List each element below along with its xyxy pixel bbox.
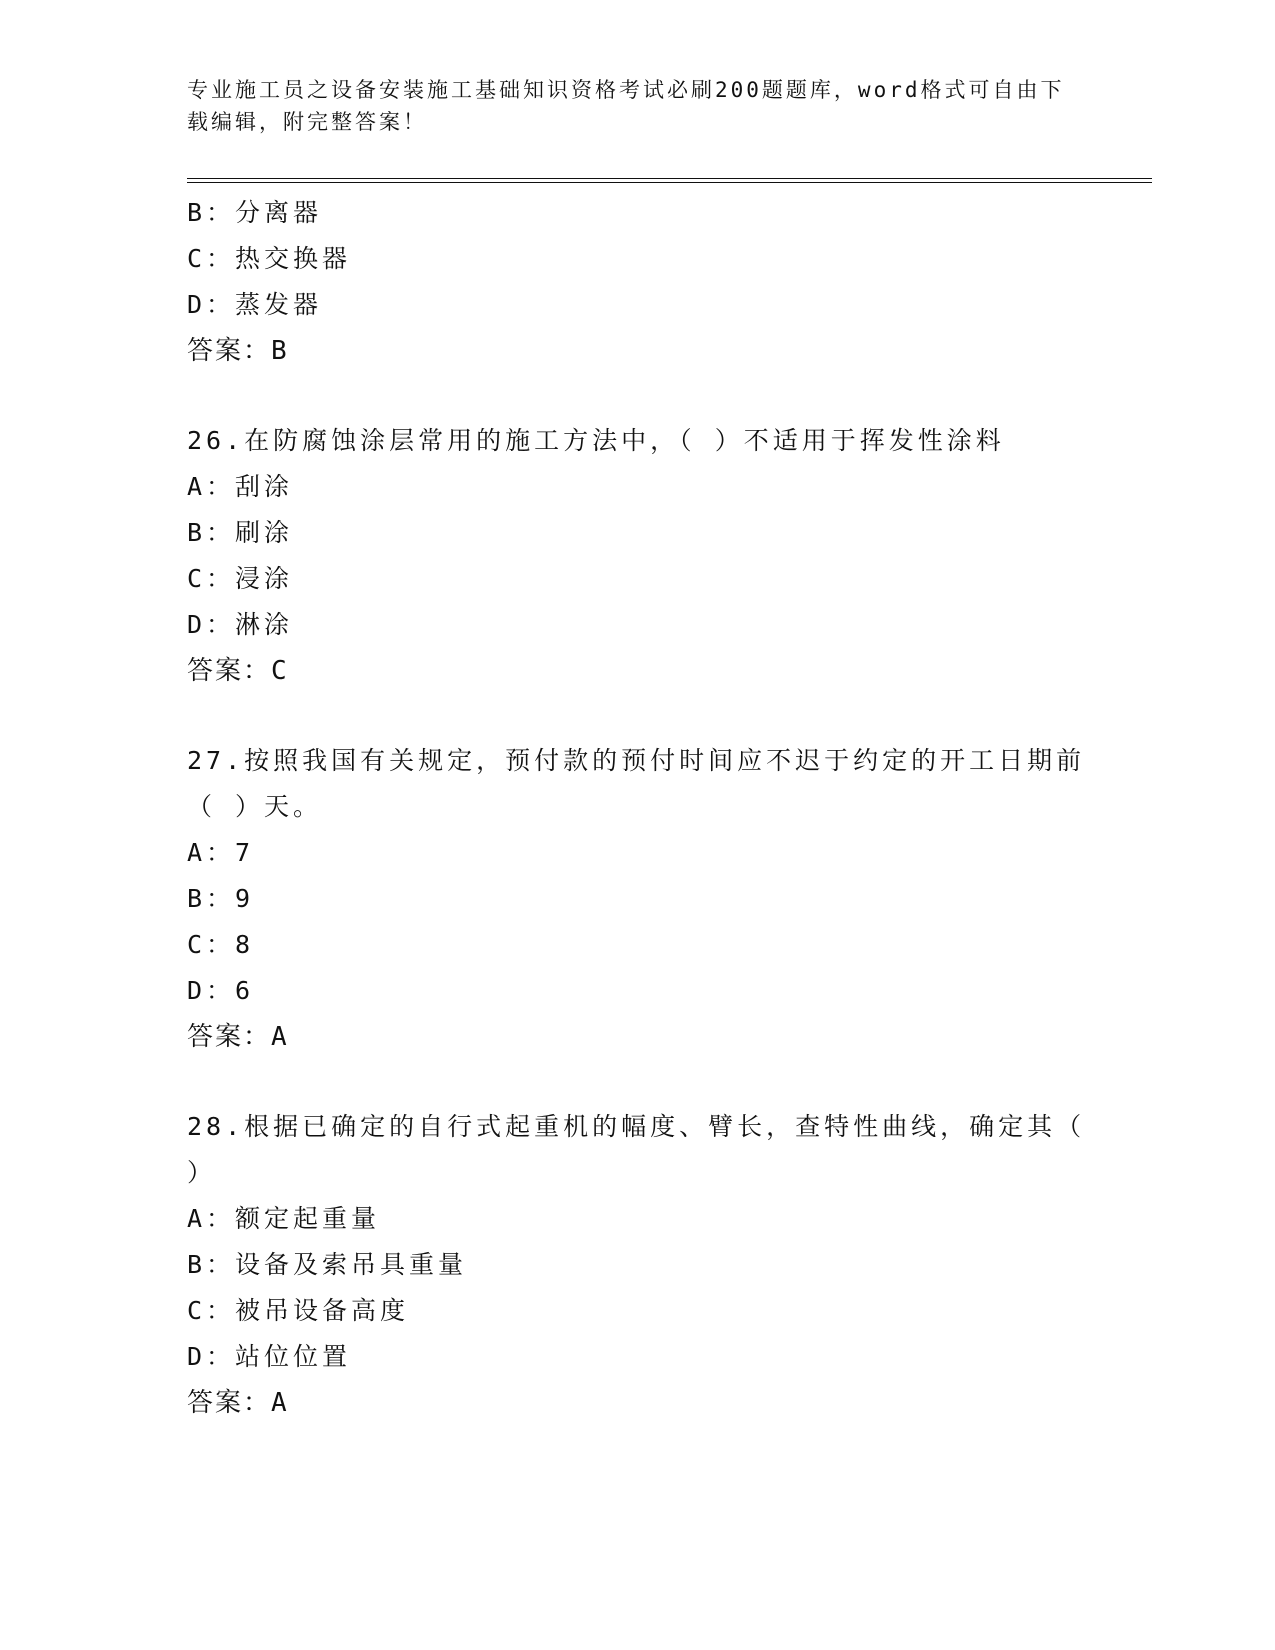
spacer: [187, 1060, 1087, 1104]
option-c: C：浸涂: [187, 564, 294, 593]
answer: 答案：A: [187, 1388, 289, 1418]
option-b: B：设备及索吊具重量: [187, 1250, 468, 1279]
option-a: A：额定起重量: [187, 1204, 381, 1233]
option-c: C：被吊设备高度: [187, 1296, 410, 1325]
question-block-25: [187, 190, 1087, 374]
option-d: D：站位位置: [187, 1342, 352, 1371]
spacer: [187, 694, 1087, 738]
header-rule-bottom: [187, 182, 1152, 183]
option-d: D：淋涂: [187, 610, 294, 639]
option-d: D：蒸发器: [187, 290, 323, 319]
option-b: B：分离器: [187, 198, 323, 227]
option-a: A：7: [187, 838, 255, 867]
answer: 答案：A: [187, 1022, 289, 1052]
page-header: 专业施工员之设备安装施工基础知识资格考试必刷200题题库，word格式可自由下载编辑，附完整答案！: [187, 78, 1065, 134]
option-b: B：9: [187, 884, 255, 913]
question-content: [187, 190, 1087, 1426]
answer: 答案：B: [187, 336, 289, 366]
question-block-27: [187, 738, 1087, 1060]
question-text: 28.根据已确定的自行式起重机的幅度、臂长，查特性曲线，确定其（ ）: [187, 1112, 1086, 1187]
option-a: A：刮涂: [187, 472, 294, 501]
answer: 答案：C: [187, 656, 289, 686]
spacer: [187, 374, 1087, 418]
question-text: 26.在防腐蚀涂层常用的施工方法中，（ ）不适用于挥发性涂料: [187, 426, 1005, 455]
option-d: D：6: [187, 976, 255, 1005]
option-c: C：8: [187, 930, 255, 959]
question-block-26: [187, 418, 1087, 694]
question-block-28: [187, 1104, 1087, 1426]
option-c: C：热交换器: [187, 244, 352, 273]
question-text: 27.按照我国有关规定，预付款的预付时间应不迟于约定的开工日期前（ ）天。: [187, 746, 1086, 821]
header-rule-top: [187, 178, 1152, 179]
option-b: B：刷涂: [187, 518, 294, 547]
